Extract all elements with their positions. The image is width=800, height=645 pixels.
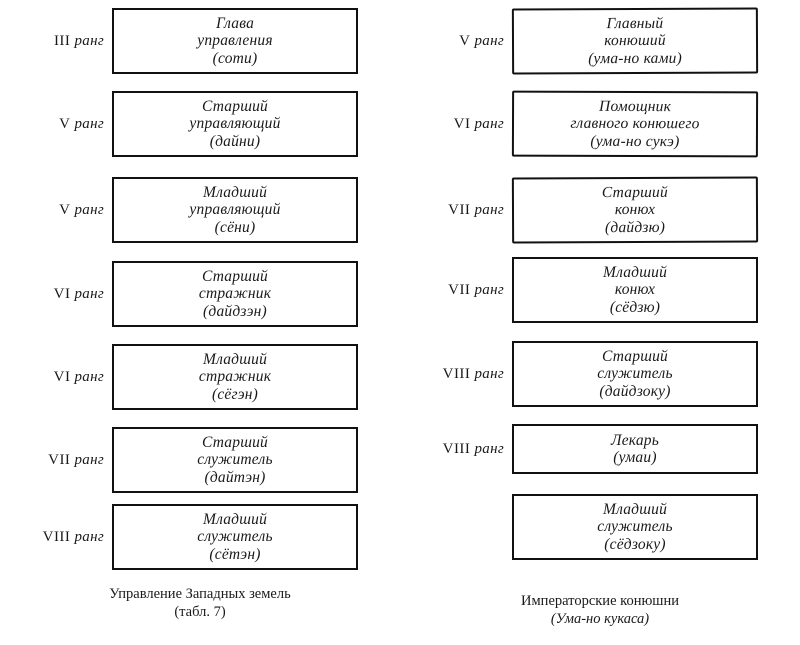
position-line: главного конюшего: [570, 115, 700, 133]
chart-row: [0, 177, 400, 243]
rank-label: [0, 529, 112, 546]
position-line: конюх: [614, 201, 656, 219]
caption-line-2: (табл. 7): [174, 604, 226, 621]
position-line: Глава: [215, 14, 255, 32]
position-line: Старший: [201, 267, 269, 285]
caption-line-1: Управление Западных земель: [109, 586, 291, 602]
chart-row: [0, 344, 400, 410]
chart-row: [400, 341, 800, 407]
position-box[interactable]: [112, 8, 358, 74]
chart-row: [400, 257, 800, 323]
position-line: управляющий: [189, 201, 281, 219]
chart-row: [0, 261, 400, 327]
rank-number: VI: [53, 285, 71, 302]
position-box[interactable]: [512, 91, 758, 158]
position-line: Младший: [602, 500, 668, 518]
rank-label: [0, 286, 112, 303]
position-box[interactable]: [112, 427, 358, 493]
rank-number: VIII: [442, 440, 471, 457]
caption-line-2: (Ума-но кукаса): [550, 611, 650, 628]
rank-number: V: [59, 201, 71, 218]
chart-row: [400, 424, 800, 474]
position-reading: (дайтэн): [204, 468, 266, 486]
position-box[interactable]: [112, 177, 358, 243]
position-reading: (умаи): [613, 449, 657, 466]
position-line: Младший: [202, 183, 268, 201]
position-box[interactable]: [112, 91, 358, 157]
position-line: служитель: [197, 528, 273, 546]
position-line: Старший: [601, 347, 669, 365]
position-reading: (соти): [212, 49, 258, 67]
position-reading: (сёгэн): [211, 385, 259, 403]
rank-number: VI: [453, 115, 471, 132]
rank-number: VII: [48, 451, 71, 468]
rank-word: ранг: [74, 32, 104, 49]
rank-word: ранг: [474, 281, 504, 298]
rank-word: ранг: [474, 201, 504, 218]
chart-row: [400, 91, 800, 157]
rank-label: [400, 116, 512, 133]
rank-word: ранг: [74, 528, 104, 545]
chart-row: [400, 8, 800, 74]
rank-label: [400, 366, 512, 383]
rank-word: ранг: [74, 115, 104, 132]
rank-word: ранг: [474, 365, 504, 382]
rank-word: ранг: [474, 115, 504, 132]
chart-row: [0, 504, 400, 570]
rank-number: VI: [53, 368, 71, 385]
caption-line-1: Императорские конюшни: [521, 593, 679, 609]
position-line: Младший: [202, 510, 268, 528]
chart-row: [400, 177, 800, 243]
position-reading: (сётэн): [209, 545, 261, 563]
position-reading: (дайдзю): [604, 218, 666, 236]
position-box[interactable]: [512, 7, 758, 74]
chart-row: [0, 8, 400, 74]
position-box[interactable]: [512, 424, 758, 474]
rank-number: VIII: [42, 528, 71, 545]
column-caption: [48, 585, 352, 621]
position-line: Старший: [601, 183, 668, 202]
rank-word: ранг: [74, 451, 104, 468]
chart-row: [400, 494, 800, 560]
rank-label: [0, 33, 112, 50]
position-reading: (дайдзэн): [203, 302, 267, 320]
position-line: служитель: [597, 518, 673, 536]
rank-number: V: [59, 115, 71, 132]
rank-label: [0, 369, 112, 386]
position-line: служитель: [597, 365, 673, 383]
position-line: стражник: [198, 368, 272, 386]
column-caption: [448, 592, 752, 628]
rank-word: ранг: [74, 368, 104, 385]
position-line: Помощник: [599, 97, 672, 116]
position-box[interactable]: [112, 504, 358, 570]
position-reading: (ума-но сукэ): [590, 132, 680, 150]
rank-number: VII: [448, 201, 471, 218]
rank-word: ранг: [474, 32, 504, 49]
position-line: конюх: [614, 281, 656, 299]
position-box[interactable]: [512, 494, 758, 560]
position-line: Старший: [201, 433, 269, 451]
position-line: Главный: [606, 14, 664, 33]
position-reading: (сёни): [214, 218, 256, 236]
position-box[interactable]: [112, 344, 358, 410]
position-reading: (сёдзоку): [604, 535, 666, 553]
rank-label: [400, 202, 512, 219]
rank-word: ранг: [474, 440, 504, 457]
position-line: Старший: [201, 97, 269, 115]
rank-label: [400, 33, 512, 50]
rank-number: VIII: [442, 365, 471, 382]
position-box[interactable]: [512, 341, 758, 407]
position-line: конюший: [604, 32, 666, 50]
rank-word: ранг: [74, 285, 104, 302]
chart-row: [0, 91, 400, 157]
rank-word: ранг: [74, 201, 104, 218]
position-line: Младший: [602, 263, 668, 281]
position-line: управляющий: [189, 115, 281, 133]
position-reading: (дайни): [209, 132, 261, 150]
position-line: Лекарь: [611, 431, 659, 449]
position-reading: (дайдзоку): [599, 382, 671, 400]
rank-label: [400, 282, 512, 299]
position-box[interactable]: [512, 176, 758, 243]
position-box[interactable]: [112, 261, 358, 327]
rank-label: [0, 452, 112, 469]
position-line: управления: [197, 32, 273, 50]
rank-label: [0, 202, 112, 219]
position-line: Младший: [202, 350, 268, 368]
position-box[interactable]: [512, 257, 758, 323]
position-line: служитель: [197, 451, 273, 469]
rank-number: III: [53, 32, 71, 49]
chart-row: [0, 427, 400, 493]
rank-number: VII: [448, 281, 471, 298]
rank-label: [400, 441, 512, 458]
position-reading: (ума-но ками): [588, 49, 683, 67]
position-reading: (сёдзю): [609, 298, 661, 316]
rank-number: V: [459, 32, 471, 49]
rank-label: [0, 116, 112, 133]
position-line: стражник: [198, 285, 272, 303]
